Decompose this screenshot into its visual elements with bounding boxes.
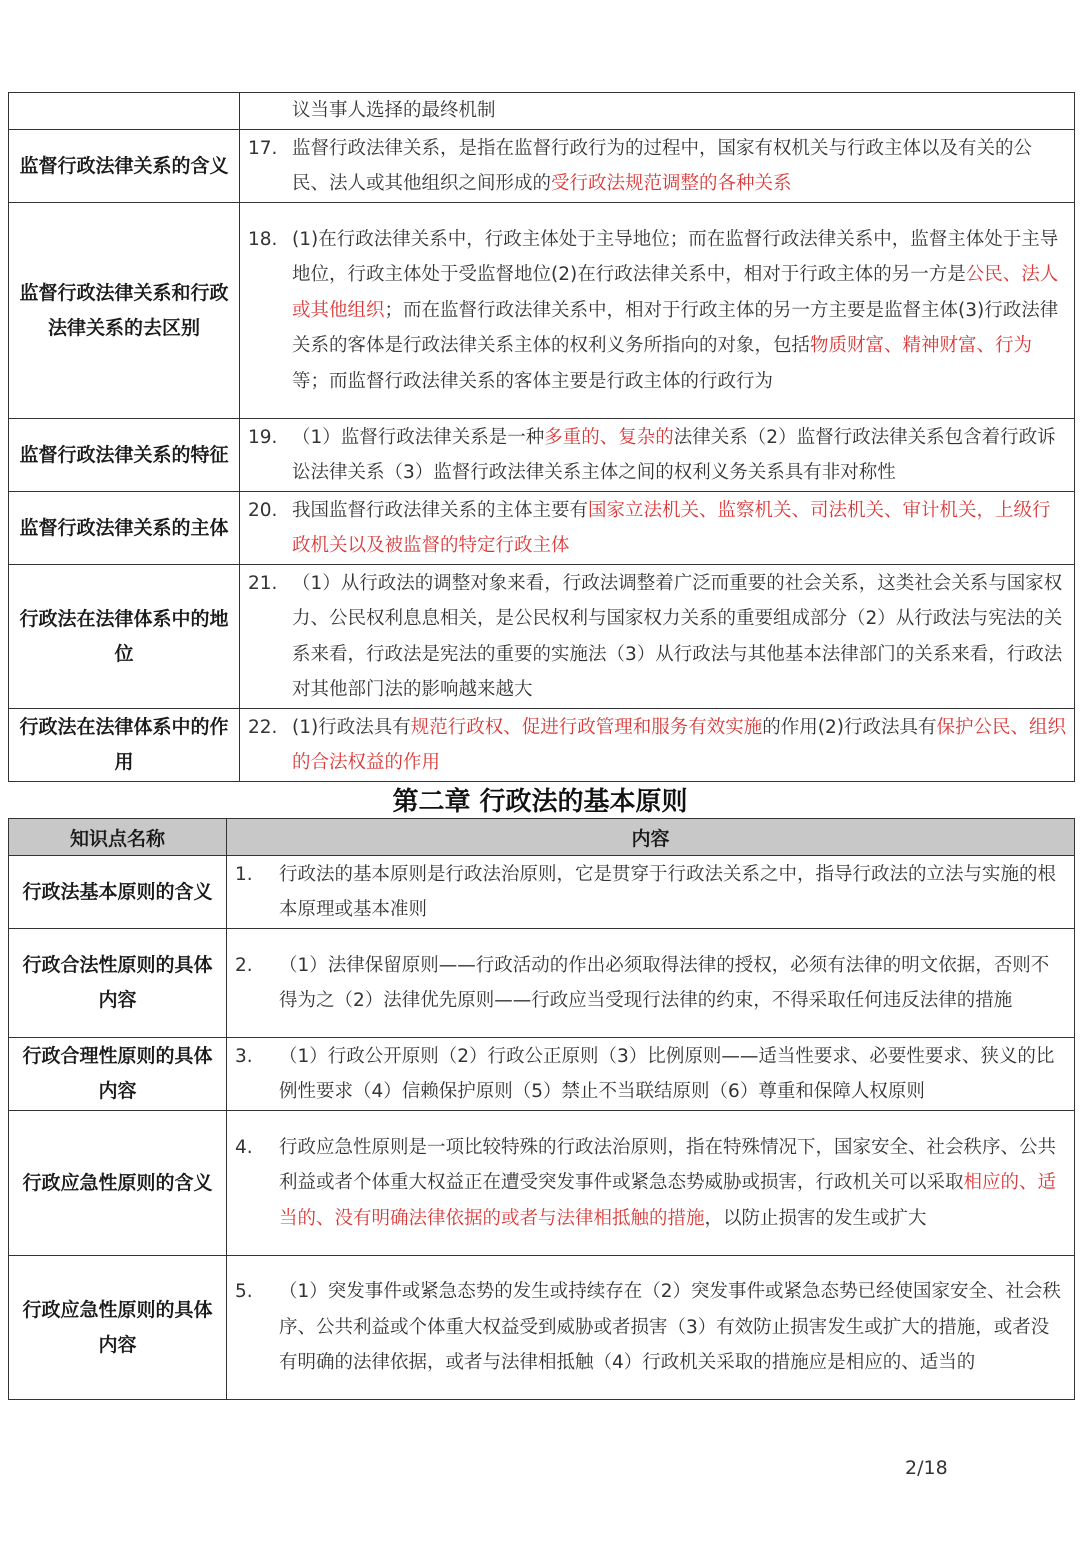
table-row xyxy=(9,565,1075,709)
content-segment: (1)在行政法律关系中，行政主体处于主导地位；而在监督行政法律关系中，监督主体处于主导地位，行政主体处于受监督地位(2)在行政法律关系中，相对于行政主体的另一方是 xyxy=(292,228,1059,286)
content-text xyxy=(248,93,1066,129)
topic-content xyxy=(227,1111,1075,1256)
highlighted-text: 公民、法人或其他组织 xyxy=(292,264,1059,321)
content-segment: 等；而监督行政法律关系的客体主要是行政主体的行政行为 xyxy=(292,370,774,392)
content-text xyxy=(248,420,1066,491)
highlighted-text: 物质财富、精神财富、行为 xyxy=(810,335,1033,357)
highlighted-text: 国家立法机关、监察机关、司法机关、审计机关，上级行政机关以及被监督的特定行政主体 xyxy=(292,499,1051,556)
item-number: 4. xyxy=(235,1136,253,1158)
topic-content xyxy=(240,492,1075,565)
item-number: 18. xyxy=(248,228,278,250)
table-row xyxy=(9,93,1075,130)
highlighted-text: 相应的、适当的、没有明确法律依据的或者与法律相抵触的措施 xyxy=(279,1172,1057,1229)
topic-name: 行政法在法律体系中的地位 xyxy=(9,565,240,709)
topic-content xyxy=(240,130,1075,203)
item-number: 20. xyxy=(248,499,278,521)
table-row xyxy=(9,929,1075,1038)
content-segment: （1）监督行政法律关系是一种 xyxy=(292,426,545,448)
topic-name: 行政法基本原则的含义 xyxy=(9,856,227,929)
topic-content xyxy=(240,565,1075,709)
topic-name: 行政合法性原则的具体内容 xyxy=(9,929,227,1038)
content-text xyxy=(248,131,1066,202)
table-row xyxy=(9,203,1075,419)
content-segment: ；而在监督行政法律关系中，相对于行政主体的另一方主要是监督主体(3)行政法律关系的客体是行政法律关系主体的权利义务所指向的对象，包括 xyxy=(292,299,1059,357)
item-number: 5. xyxy=(235,1281,253,1303)
highlighted-text: 保护公民、组织的合法权益的作用 xyxy=(292,716,1066,773)
topic-name xyxy=(9,93,240,130)
table-row xyxy=(9,856,1075,929)
topic-content xyxy=(240,709,1075,782)
content-segment: 的作用(2)行政法具有 xyxy=(762,716,937,738)
table-row xyxy=(9,1256,1075,1400)
highlighted-text: 规范行政权、促进行政管理和服务有效实施 xyxy=(410,716,763,738)
topic-content xyxy=(240,419,1075,492)
table-row xyxy=(9,1038,1075,1111)
topic-name: 行政应急性原则的具体内容 xyxy=(9,1256,227,1400)
content-text xyxy=(248,222,1066,400)
content-segment: 我国监督行政法律关系的主体主要有 xyxy=(292,499,589,521)
table-row xyxy=(9,419,1075,492)
content-segment: 议当事人选择的最终机制 xyxy=(292,100,496,122)
content-text xyxy=(248,493,1066,564)
topic-name: 行政合理性原则的具体内容 xyxy=(9,1038,227,1111)
chapter-title: 第二章 行政法的基本原则 xyxy=(392,787,688,817)
content-segment: 行政应急性原则是一项比较特殊的行政法治原则，指在特殊情况下，国家安全、社会秩序、公共利益或者个体重大权益正在遭受突发事件或紧急态势威胁或损害，行政机关可以采取 xyxy=(279,1136,1057,1194)
content-segment: （1）行政公开原则（2）行政公正原则（3）比例原则——适当性要求、必要性要求、狭义的比例性要求（4）信赖保护原则（5）禁止不当联结原则（6）尊重和保障人权原则 xyxy=(279,1045,1055,1102)
content-segment: （1）从行政法的调整对象来看，行政法调整着广泛而重要的社会关系，这类社会关系与国家权力、公民权利息息相关，是公民权利与国家权力关系的重要组成部分（2）从行政法与宪法的关系来看，行政法是宪法的重要的实施法（3）从行政法与其他基本法律部门的关系来看，行政法对其他部门法的影响越来越大 xyxy=(292,572,1063,700)
topic-content xyxy=(227,856,1075,929)
table-row xyxy=(9,709,1075,782)
content-text xyxy=(235,857,1066,928)
topic-content xyxy=(227,929,1075,1038)
content-text xyxy=(248,710,1066,781)
header-content: 内容 xyxy=(227,819,1075,856)
item-number: 2. xyxy=(235,954,253,976)
content-segment: ，以防止损害的发生或扩大 xyxy=(704,1207,927,1229)
item-number: 17. xyxy=(248,137,278,159)
topic-name: 监督行政法律关系的特征 xyxy=(9,419,240,492)
content-text xyxy=(248,566,1066,708)
content-text xyxy=(235,1274,1066,1381)
topic-content xyxy=(240,93,1075,130)
topic-name: 行政应急性原则的含义 xyxy=(9,1111,227,1256)
content-text xyxy=(235,948,1066,1019)
table-row xyxy=(9,492,1075,565)
item-number: 3. xyxy=(235,1045,253,1067)
topic-name: 监督行政法律关系的主体 xyxy=(9,492,240,565)
content-segment: (1)行政法具有 xyxy=(292,716,411,738)
highlighted-text: 受行政法规范调整的各种关系 xyxy=(551,173,792,194)
content-segment: （1）突发事件或紧急态势的发生或持续存在（2）突发事件或紧急态势已经使国家安全、社会秩序、公共利益或个体重大权益受到威胁或者损害（3）有效防止损害发生或扩大的措施，或者没有明确的法律依据，或者与法律相抵触（4）行政机关采取的措施应是相应的、适当的 xyxy=(279,1281,1062,1374)
table-header-row xyxy=(9,819,1075,856)
header-name: 知识点名称 xyxy=(9,819,227,856)
table-row xyxy=(9,130,1075,203)
content-segment: （1）法律保留原则——行政活动的作出必须取得法律的授权，必须有法律的明文依据，否则不得为之（2）法律优先原则——行政应当受现行法律的约束，不得采取任何违反法律的措施 xyxy=(279,954,1050,1011)
topic-content xyxy=(240,203,1075,419)
topic-name: 监督行政法律关系和行政法律关系的去区别 xyxy=(9,203,240,419)
content-text xyxy=(235,1130,1066,1237)
page-number: 2/18 xyxy=(905,1457,948,1479)
content-segment: 监督行政法律关系，是指在监督行政行为的过程中，国家有权机关与行政主体以及有关的公民、法人或其他组织之间形成的 xyxy=(292,137,1033,194)
highlighted-text: 多重的、复杂的 xyxy=(544,426,674,448)
table-row xyxy=(9,1111,1075,1256)
item-number: 1. xyxy=(235,863,253,885)
content-segment: 法律关系（2）监督行政法律关系包含着行政诉讼法律关系（3）监督行政法律关系主体之间的权利义务关系具有非对称性 xyxy=(292,426,1056,483)
topic-content xyxy=(227,1256,1075,1400)
content-text xyxy=(235,1039,1066,1110)
item-number: 21. xyxy=(248,572,278,594)
knowledge-table-chapter2 xyxy=(8,818,1075,1400)
content-segment: 行政法的基本原则是行政法治原则，它是贯穿于行政法关系之中，指导行政法的立法与实施的根本原理或基本准则 xyxy=(279,863,1057,920)
topic-content xyxy=(227,1038,1075,1111)
item-number: 19. xyxy=(248,426,278,448)
topic-name: 行政法在法律体系中的作用 xyxy=(9,709,240,782)
topic-name: 监督行政法律关系的含义 xyxy=(9,130,240,203)
item-number: 22. xyxy=(248,716,278,738)
knowledge-table-continued xyxy=(8,92,1075,782)
